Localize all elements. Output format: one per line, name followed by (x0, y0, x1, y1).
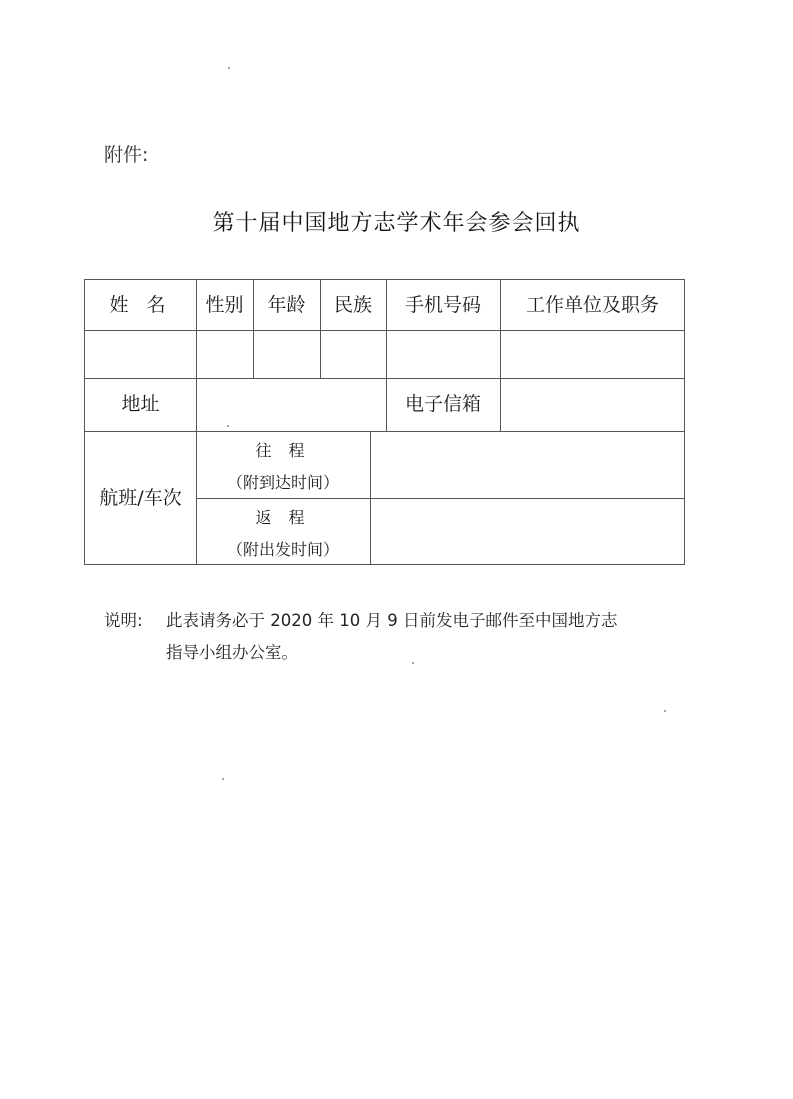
scan-speck (227, 425, 229, 427)
col-divider (370, 431, 371, 565)
address-label: 地址 (121, 393, 160, 416)
header-ethnicity: 民族 (333, 293, 372, 316)
note-line-1: 此表请务必于 2020 年 10 月 9 日前发电子邮件至中国地方志 (166, 611, 618, 630)
row-divider (85, 330, 684, 331)
header-name: 姓 名 (109, 293, 172, 316)
note-label: 说明: (104, 611, 143, 630)
page-title: 第十届中国地方志学术年会参会回执 (212, 211, 581, 236)
attachment-label: 附件: (104, 144, 149, 166)
return-note: （附出发时间） (226, 540, 339, 560)
header-employer: 工作单位及职务 (525, 293, 659, 316)
header-gender: 性别 (205, 293, 244, 316)
note-line-2: 指导小组办公室。 (166, 643, 298, 662)
scan-speck (228, 67, 230, 69)
outbound-label: 往 程 (255, 441, 311, 461)
header-age: 年龄 (267, 293, 306, 316)
header-phone: 手机号码 (404, 293, 481, 316)
return-label: 返 程 (255, 508, 311, 528)
email-label: 电子信箱 (404, 393, 481, 416)
scan-speck (412, 662, 414, 664)
scan-speck (222, 778, 224, 780)
row-divider (196, 498, 684, 499)
outbound-note: （附到达时间） (226, 473, 339, 493)
scan-speck (664, 710, 666, 712)
col-divider (196, 378, 197, 431)
registration-form-table (84, 279, 685, 565)
travel-label: 航班/车次 (99, 486, 182, 509)
